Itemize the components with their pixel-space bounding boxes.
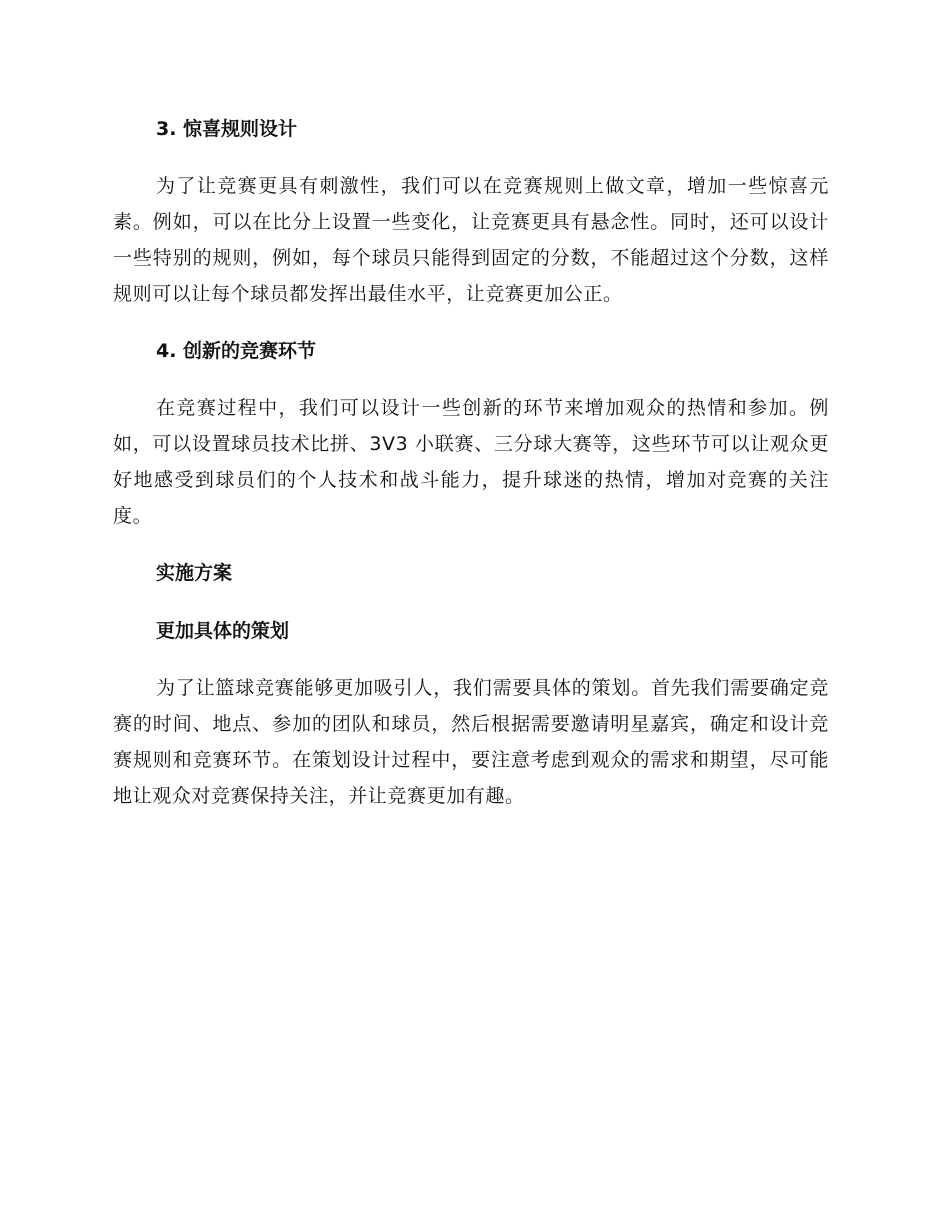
section-heading-specific-planning: 更加具体的策划 xyxy=(156,620,290,642)
document-content xyxy=(113,110,829,814)
paragraph-innovative-segments: 在竞赛过程中，我们可以设计一些创新的环节来增加观众的热情和参加。例如，可以设置球员技术比拼、3V3 小联赛、三分球大赛等，这些环节可以让观众更好地感受到球员们的个人技术和战斗能力，提升球迷的热情，增加对竞赛的关注度。 xyxy=(113,397,829,527)
spacer xyxy=(113,534,829,554)
spacer xyxy=(113,592,829,612)
paragraph-specific-planning: 为了让篮球竞赛能够更加吸引人，我们需要具体的策划。首先我们需要确定竞赛的时间、地点、参加的团队和球员，然后根据需要邀请明星嘉宾，确定和设计竞赛规则和竞赛环节。在策划设计过程中，要注意考虑到观众的需求和期望，尽可能地让观众对竞赛保持关注，并让竞赛更加有趣。 xyxy=(113,677,829,807)
paragraph-surprise-rules: 为了让竞赛更具有刺激性，我们可以在竞赛规则上做文章，增加一些惊喜元素。例如，可以在比分上设置一些变化，让竞赛更具有悬念性。同时，还可以设计一些特别的规则，例如，每个球员只能得到固定的分数，不能超过这个分数，这样规则可以让每个球员都发挥出最佳水平，让竞赛更加公正。 xyxy=(113,175,829,305)
spacer xyxy=(113,148,829,168)
spacer xyxy=(113,650,829,670)
section-heading-innovative-segments: 4. 创新的竞赛环节 xyxy=(156,340,317,362)
spacer xyxy=(113,312,829,332)
section-heading-implementation-plan: 实施方案 xyxy=(156,562,233,584)
spacer xyxy=(113,370,829,390)
section-heading-surprise-rules: 3. 惊喜规则设计 xyxy=(156,118,298,140)
